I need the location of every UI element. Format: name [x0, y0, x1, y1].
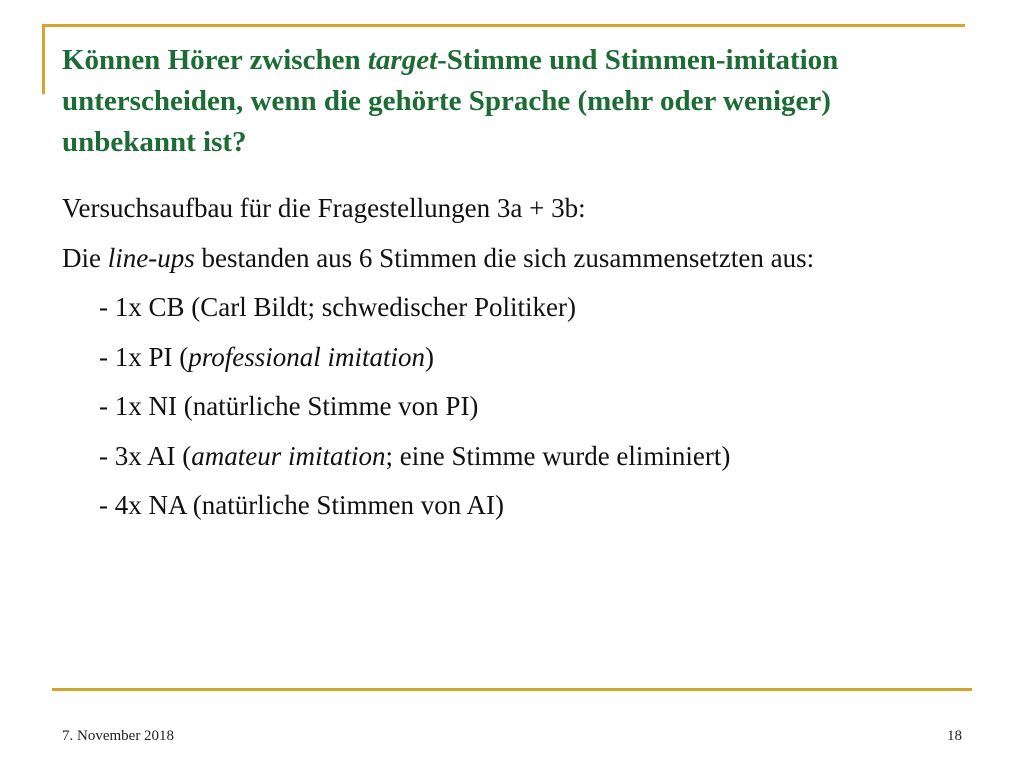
item-text: - 4x NA (natürliche Stimmen von AI) [99, 490, 504, 520]
item-text-italic: professional imitation [188, 341, 426, 372]
item-text-pre: - 1x PI ( [99, 341, 189, 372]
lineups-post: bestanden aus 6 Stimmen die sich zusammensetzten aus: [194, 242, 815, 273]
list-item-ni [62, 388, 982, 438]
top-accent-line [42, 24, 965, 27]
lineups-pre: Die [62, 242, 108, 273]
body-line-setup: Versuchsaufbau für die Fragestellungen 3a + 3b: [62, 193, 586, 223]
slide-body [62, 190, 982, 537]
item-text-pre: - 3x AI ( [99, 440, 192, 471]
left-accent-line [42, 24, 45, 94]
title-part-1: Können Hörer zwischen [62, 44, 368, 76]
lineups-italic: line-ups [107, 242, 195, 273]
item-text: - 1x NI (natürliche Stimme von PI) [99, 391, 479, 421]
item-text-post: ; eine Stimme wurde eliminiert) [385, 440, 731, 471]
slide-title [62, 40, 962, 163]
item-text: - 1x CB (Carl Bildt; schwedischer Politiker) [99, 292, 576, 322]
bottom-accent-line [52, 688, 972, 691]
list-item-cb [62, 289, 982, 339]
list-item-ai [62, 438, 982, 488]
footer-date: 7. November 2018 [62, 728, 175, 744]
list-item-na [62, 487, 982, 537]
item-text-post: ) [425, 341, 435, 372]
title-part-2: -Stimme und Stimmen-imitation unterscheiden, wenn die gehörte Sprache (mehr oder weniger) unbekannt ist? [62, 44, 839, 158]
item-text-italic: amateur imitation [191, 440, 386, 471]
page-number: 18 [947, 728, 962, 744]
body-line-lineups [62, 240, 982, 290]
list-item-pi [62, 339, 982, 389]
title-italic: target [367, 44, 438, 76]
